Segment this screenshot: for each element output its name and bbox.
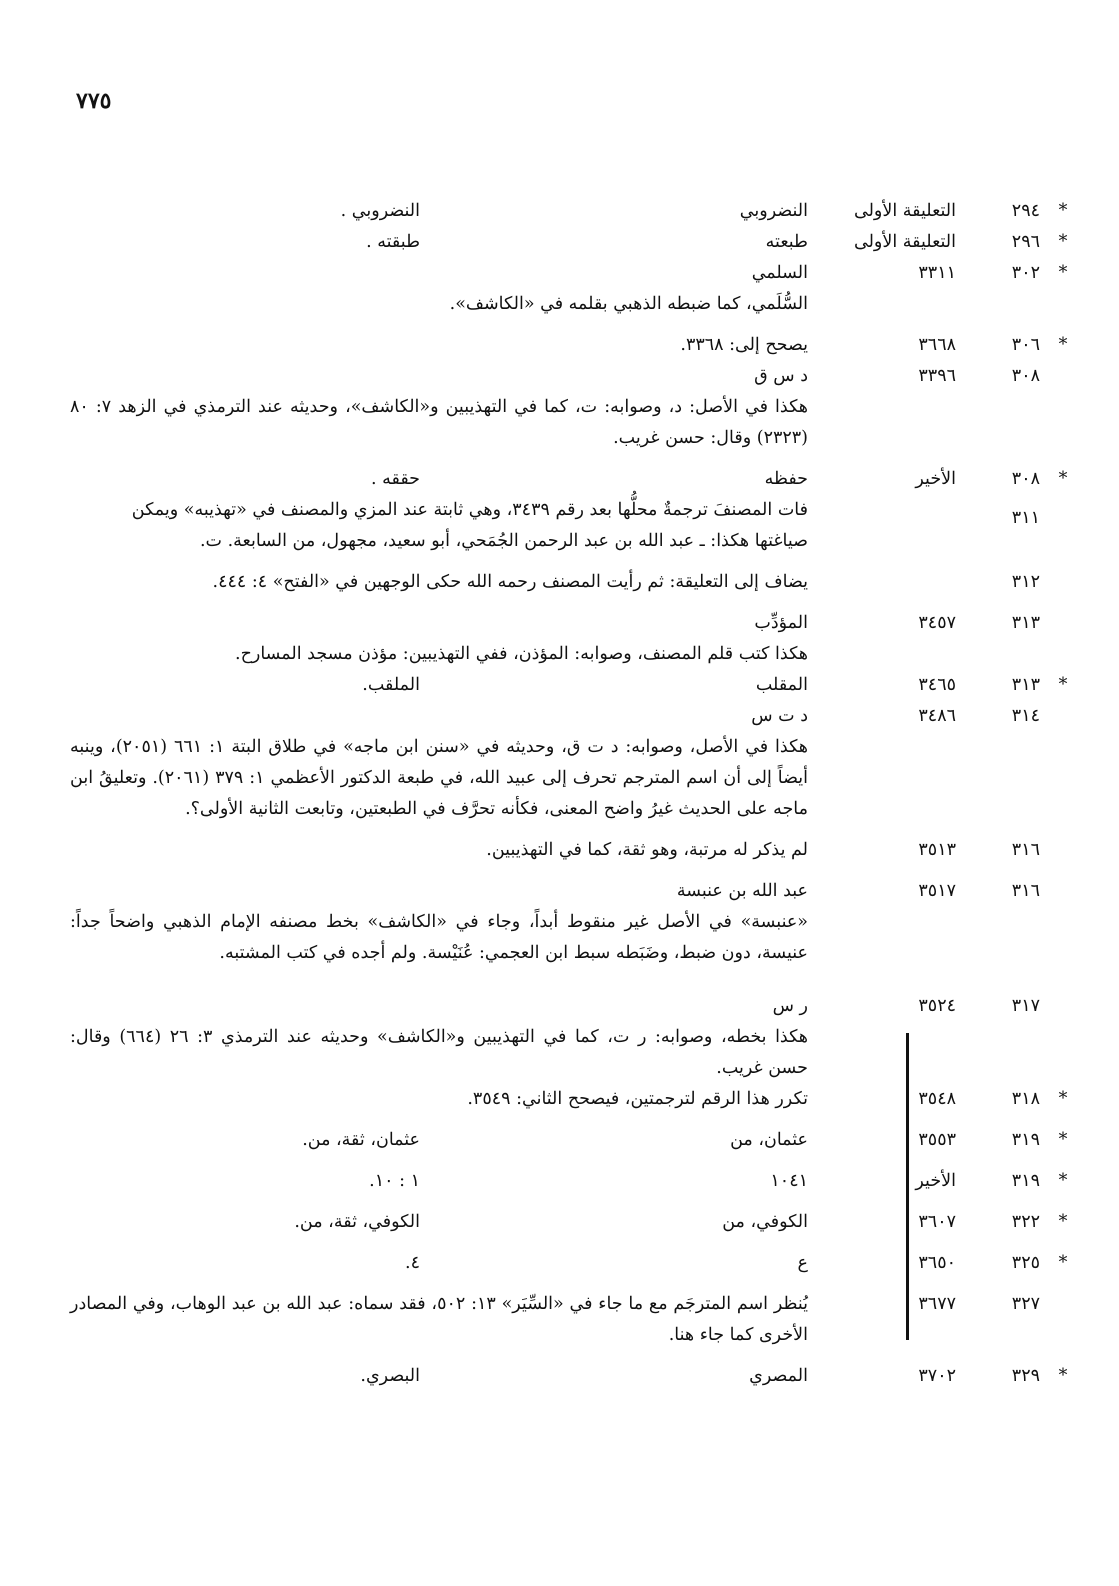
star-marker: * — [1058, 263, 1068, 283]
star-marker: * — [1058, 1212, 1068, 1232]
error-text: المؤدِّب — [754, 613, 808, 633]
corrections-list — [70, 196, 1070, 1392]
star-marker: * — [1058, 675, 1068, 695]
correction-text: ٤. — [405, 1253, 420, 1273]
entry-note: صياغتها هكذا: ـ عبد الله بن عبد الرحمن الجُمَحي، أبو سعيد، مجهول، من السابعة. ت. — [199, 531, 808, 551]
star-marker: * — [1058, 201, 1068, 221]
entry-row — [70, 701, 1070, 732]
star-marker: * — [1058, 232, 1068, 252]
page-ref: ٣١٣ — [1011, 613, 1040, 633]
correction-text: عثمان، ثقة، من. — [302, 1130, 420, 1150]
correction-text: الملقب. — [362, 675, 420, 695]
error-text: ١٠٤١ — [770, 1171, 808, 1191]
entry-row — [70, 1084, 1070, 1115]
entry-note: «عنبسة» في الأصل غير منقوط أبداً، وجاء في «الكاشف» بخط مصنفه الإمام الذهبي واضحاً جداً: عنيسة، دون ضبط، وضَبَطه سبط ابن العجمي: عُنَيْسة. ولم أجده في كتب المشتبه. — [70, 912, 808, 963]
star-marker: * — [1058, 1130, 1068, 1150]
entry-text: لم يذكر له مرتبة، وهو ثقة، كما في التهذيبين. — [486, 840, 808, 860]
entry-row — [70, 361, 1070, 392]
correction-text: النضروبي . — [340, 201, 420, 221]
star-marker: * — [1058, 1171, 1068, 1191]
entry-ref: ٣٤٨٦ — [918, 706, 956, 726]
entry-text: يضاف إلى التعليقة: ثم رأيت المصنف رحمه الله حكى الوجهين في «الفتح» ٤: ٤٤٤. — [212, 572, 808, 592]
entry-note: هكذا في الأصل، وصوابه: د ت ق، وحديثه في «سنن ابن ماجه» في طلاق البتة ١: ٦٦١ (٢٠٥١)، وينبه أيضاً إلى أن اسم المترجم تحرف إلى عبيد الله، في طبعة الدكتور الأعظمي ١: ٣٧٩ (٢٠٦١). وتعليقُ ابن ماجه على الحديث غيرُ واضح المعنى، فكأنه تحرَّف في الطبعتين، وتابعت الثانية الأولى؟. — [70, 737, 808, 819]
entry-ref: الأخير — [915, 469, 956, 489]
entry-row — [70, 670, 1070, 701]
star-marker: * — [1058, 1089, 1068, 1109]
entry-row — [70, 835, 1070, 866]
page-ref: ٢٩٦ — [1011, 232, 1040, 252]
error-text: النضروبي — [739, 201, 808, 221]
page-ref: ٣٠٨ — [1011, 366, 1040, 386]
correction-text: طبقته . — [366, 232, 420, 252]
entry-ref: ٣٥٤٨ — [918, 1089, 956, 1109]
entry-ref: ٣٣٩٦ — [918, 366, 956, 386]
star-marker: * — [1058, 335, 1068, 355]
page-ref: ٣١٩ — [1011, 1130, 1040, 1150]
entry-note: السُّلَمي، كما ضبطه الذهبي بقلمه في «الكاشف». — [449, 294, 808, 314]
error-text: طبعته — [765, 232, 808, 252]
error-text: د ت س — [751, 706, 808, 726]
page-ref: ٣١٣ — [1011, 675, 1040, 695]
page-ref: ٢٩٤ — [1011, 201, 1040, 221]
entry-ref: ٣٦٧٧ — [918, 1294, 956, 1314]
entry-ref: ٣٧٠٢ — [918, 1366, 956, 1386]
entry-row — [70, 991, 1070, 1022]
page-ref: ٣١٧ — [1011, 996, 1040, 1016]
correction-text: ١ : ١٠. — [369, 1171, 420, 1191]
entry-row — [70, 567, 1070, 598]
entry-ref: الأخير — [915, 1171, 956, 1191]
error-text: عبد الله بن عنبسة — [676, 881, 808, 901]
entry-text: فات المصنفَ ترجمةٌ محلُّها بعد رقم ٣٤٣٩، وهي ثابتة عند المزي والمصنف في «تهذيبه» ويمكن — [131, 500, 808, 520]
entry-row — [70, 227, 1070, 258]
entry-ref: ٣٤٥٧ — [918, 613, 956, 633]
error-text: د س ق — [754, 366, 808, 386]
entry-row — [70, 1289, 1070, 1351]
entry-row — [70, 876, 1070, 907]
correction-text: البصري. — [360, 1366, 420, 1386]
entry-ref: ٣٥١٣ — [918, 840, 956, 860]
page-ref: ٣٢٩ — [1011, 1366, 1040, 1386]
page-ref: ٣٠٨ — [1011, 469, 1040, 489]
error-text: المصري — [749, 1366, 808, 1386]
entry-row — [70, 1125, 1070, 1156]
entry-row — [70, 196, 1070, 227]
page-ref: ٣١٨ — [1011, 1089, 1040, 1109]
entry-ref: ٣٦٠٧ — [918, 1212, 956, 1232]
correction-text: الكوفي، ثقة، من. — [294, 1212, 420, 1232]
entry-ref: التعليقة الأولى — [853, 232, 956, 252]
entry-text: يُنظر اسم المترجَم مع ما جاء في «السِّيَر» ١٣: ٥٠٢، فقد سماه: عبد الله بن عبد الوهاب، وفي المصادر الأخرى كما جاء هنا. — [70, 1294, 808, 1345]
entry-ref: ٣٥٥٣ — [918, 1130, 956, 1150]
error-text: السلمي — [751, 263, 808, 283]
error-text: المقلب — [755, 675, 808, 695]
margin-bracket-line — [906, 1033, 909, 1340]
page-ref: ٣٢٧ — [1011, 1294, 1040, 1314]
star-marker: * — [1058, 1366, 1068, 1386]
entry-ref: التعليقة الأولى — [853, 201, 956, 221]
page-ref: ٣١٩ — [1011, 1171, 1040, 1191]
page-ref: ٣١١ — [1011, 508, 1040, 528]
error-text: ر س — [772, 996, 808, 1016]
page-ref: ٣١٢ — [1011, 572, 1040, 592]
star-marker: * — [1058, 1253, 1068, 1273]
entry-note: هكذا في الأصل: د، وصوابه: ت، كما في التهذيبين و«الكاشف»، وحديثه عند الترمذي في الزهد ٧: ٨٠ (٢٣٢٣) وقال: حسن غريب. — [70, 397, 808, 448]
error-text: ع — [797, 1253, 808, 1273]
entry-row — [70, 495, 1070, 557]
star-marker: * — [1058, 469, 1068, 489]
page-ref: ٣٠٦ — [1011, 335, 1040, 355]
page-ref: ٣٢٢ — [1011, 1212, 1040, 1232]
error-text: عثمان، من — [730, 1130, 808, 1150]
entry-row — [70, 330, 1070, 361]
page-ref: ٣٢٥ — [1011, 1253, 1040, 1273]
error-text: الكوفي، من — [722, 1212, 808, 1232]
entry-ref: ٣٣١١ — [918, 263, 956, 283]
entry-row — [70, 1166, 1070, 1197]
correction-text: حققه . — [370, 469, 420, 489]
entry-ref: ٣٤٦٥ — [918, 675, 956, 695]
entry-row — [70, 1207, 1070, 1238]
entry-ref: ٣٥٢٤ — [918, 996, 956, 1016]
entry-row — [70, 464, 1070, 495]
entry-row — [70, 1248, 1070, 1279]
entry-note: هكذا كتب قلم المصنف، وصوابه: المؤذن، ففي التهذيبين: مؤذن مسجد المسارح. — [235, 644, 808, 664]
entry-row — [70, 1361, 1070, 1392]
entry-text: تكرر هذا الرقم لترجمتين، فيصحح الثاني: ٣٥٤٩. — [467, 1089, 808, 1109]
entry-ref: ٣٥١٧ — [918, 881, 956, 901]
page-ref: ٣١٤ — [1011, 706, 1040, 726]
entry-text: يصحح إلى: ٣٣٦٨. — [680, 335, 808, 355]
entry-row — [70, 608, 1070, 639]
error-text: حفظه — [764, 469, 808, 489]
entry-ref: ٣٦٦٨ — [918, 335, 956, 355]
page-ref: ٣٠٢ — [1011, 263, 1040, 283]
page-number: ٧٧٥ — [76, 88, 112, 114]
entry-row — [70, 258, 1070, 289]
entry-note: هكذا بخطه، وصوابه: ر ت، كما في التهذيبين و«الكاشف» وحديثه عند الترمذي ٣: ٢٦ (٦٦٤) وقال: حسن غريب. — [70, 1027, 809, 1078]
entry-ref: ٣٦٥٠ — [918, 1253, 956, 1273]
page-ref: ٣١٦ — [1011, 881, 1040, 901]
page-ref: ٣١٦ — [1011, 840, 1040, 860]
